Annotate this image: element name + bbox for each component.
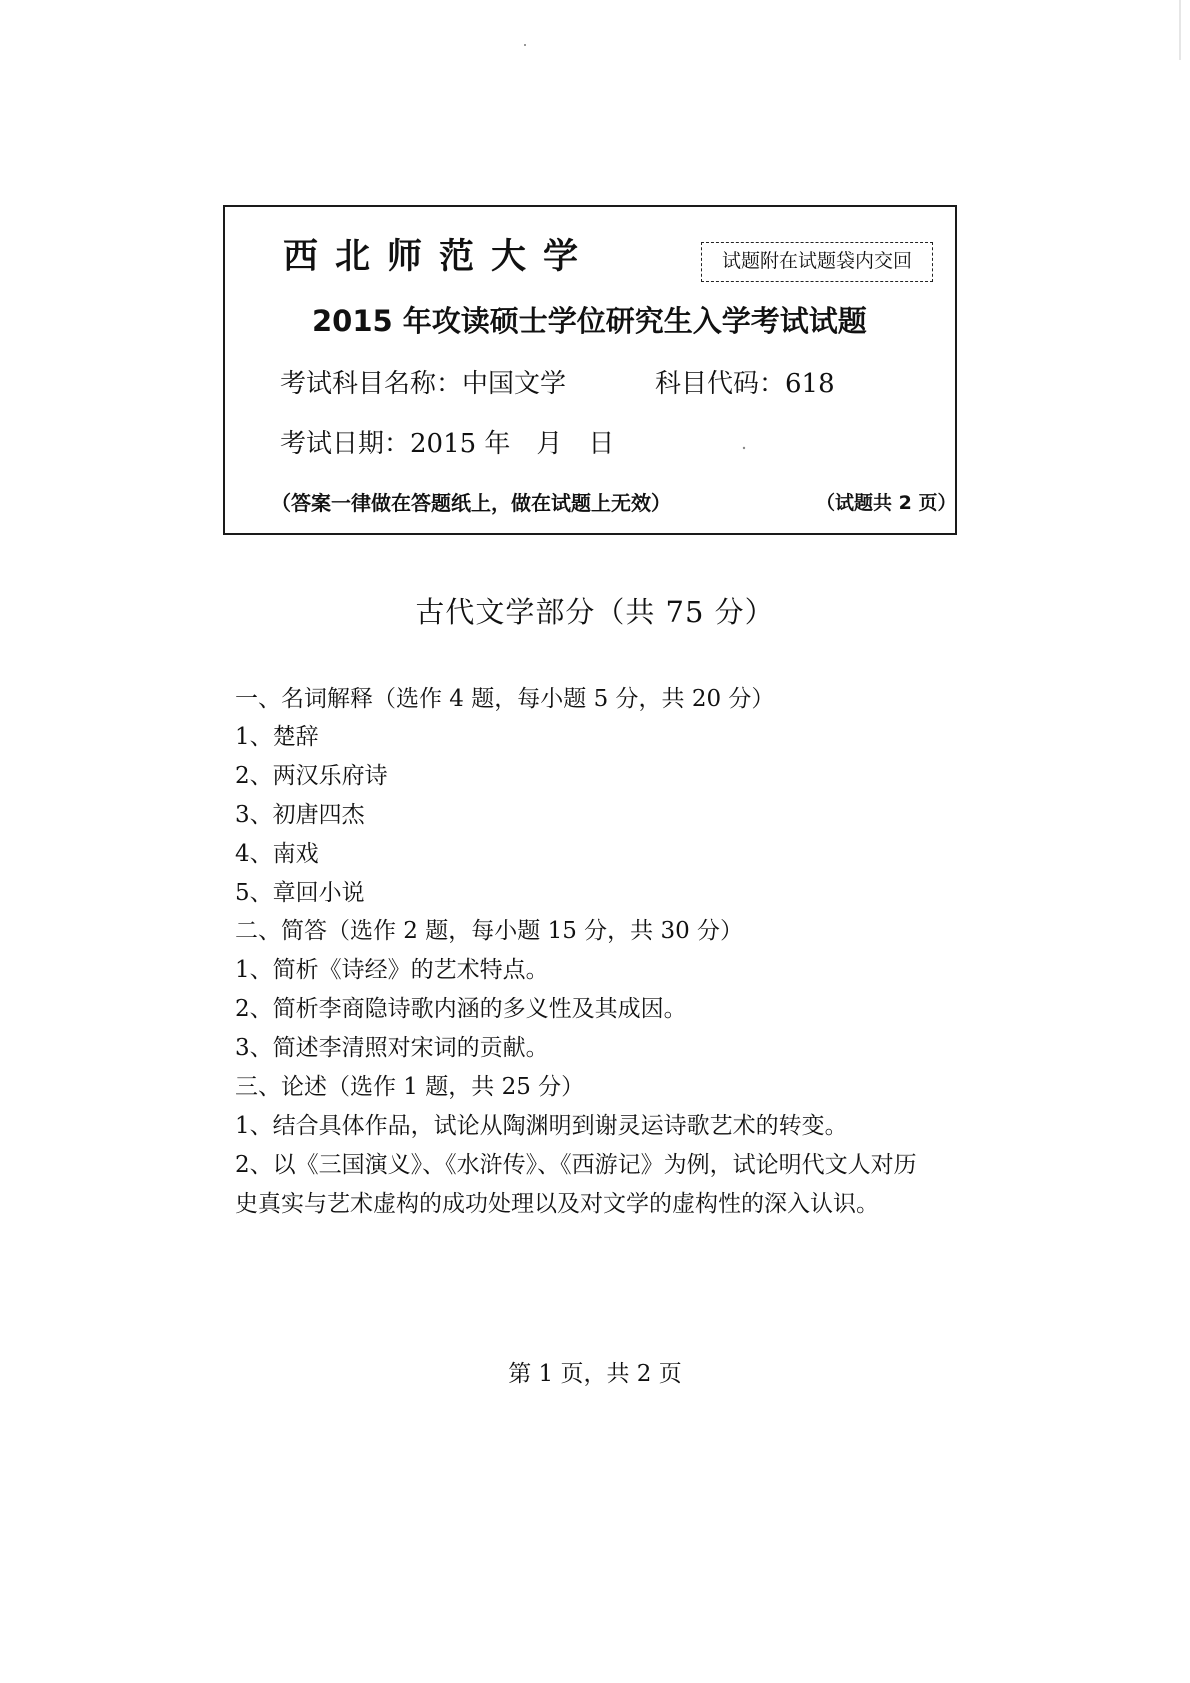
question-item: 3、初唐四杰 (235, 802, 365, 828)
question-heading: 三、论述（选作 1 题，共 25 分） (235, 1074, 585, 1100)
question-item: 5、章回小说 (235, 880, 365, 906)
question-item: 2、简析李商隐诗歌内涵的多义性及其成因。 (235, 996, 687, 1022)
question-item: 2、两汉乐府诗 (235, 763, 388, 789)
return-notice-stamp: 试题附在试题袋内交回 (701, 242, 933, 282)
question-item-continuation: 史真实与艺术虚构的成功处理以及对文学的虚构性的深入认识。 (235, 1191, 879, 1217)
question-heading: 二、简答（选作 2 题，每小题 15 分，共 30 分） (235, 918, 744, 944)
question-heading: 一、名词解释（选作 4 题，每小题 5 分，共 20 分） (235, 686, 775, 712)
question-item: 1、楚辞 (235, 724, 319, 750)
page-count-note: （试题共 2 页） (816, 492, 957, 514)
exam-date: 考试日期：2015 年 月 日 (280, 429, 615, 459)
exam-title: 2015 年攻读硕士学位研究生入学考试试题 (312, 304, 867, 338)
answer-instruction: （答案一律做在答题纸上，做在试题上无效） (271, 491, 671, 515)
university-name: 西北师范大学 (283, 237, 596, 277)
question-item: 1、简析《诗经》的艺术特点。 (235, 957, 549, 983)
subject-code: 科目代码：618 (655, 369, 835, 399)
section-title: 古代文学部分（共 75 分） (415, 595, 775, 629)
scan-speck (524, 44, 526, 46)
subject-name: 考试科目名称：中国文学 (280, 369, 567, 399)
question-item: 1、结合具体作品，试论从陶渊明到谢灵运诗歌艺术的转变。 (235, 1113, 848, 1139)
question-item: 3、简述李清照对宋词的贡献。 (235, 1035, 549, 1061)
page-footer: 第 1 页，共 2 页 (508, 1361, 682, 1387)
question-item: 4、南戏 (235, 841, 319, 867)
exam-header-box (223, 205, 957, 535)
question-item: 2、以《三国演义》、《水浒传》、《西游记》为例，试论明代文人对历 (235, 1152, 917, 1178)
